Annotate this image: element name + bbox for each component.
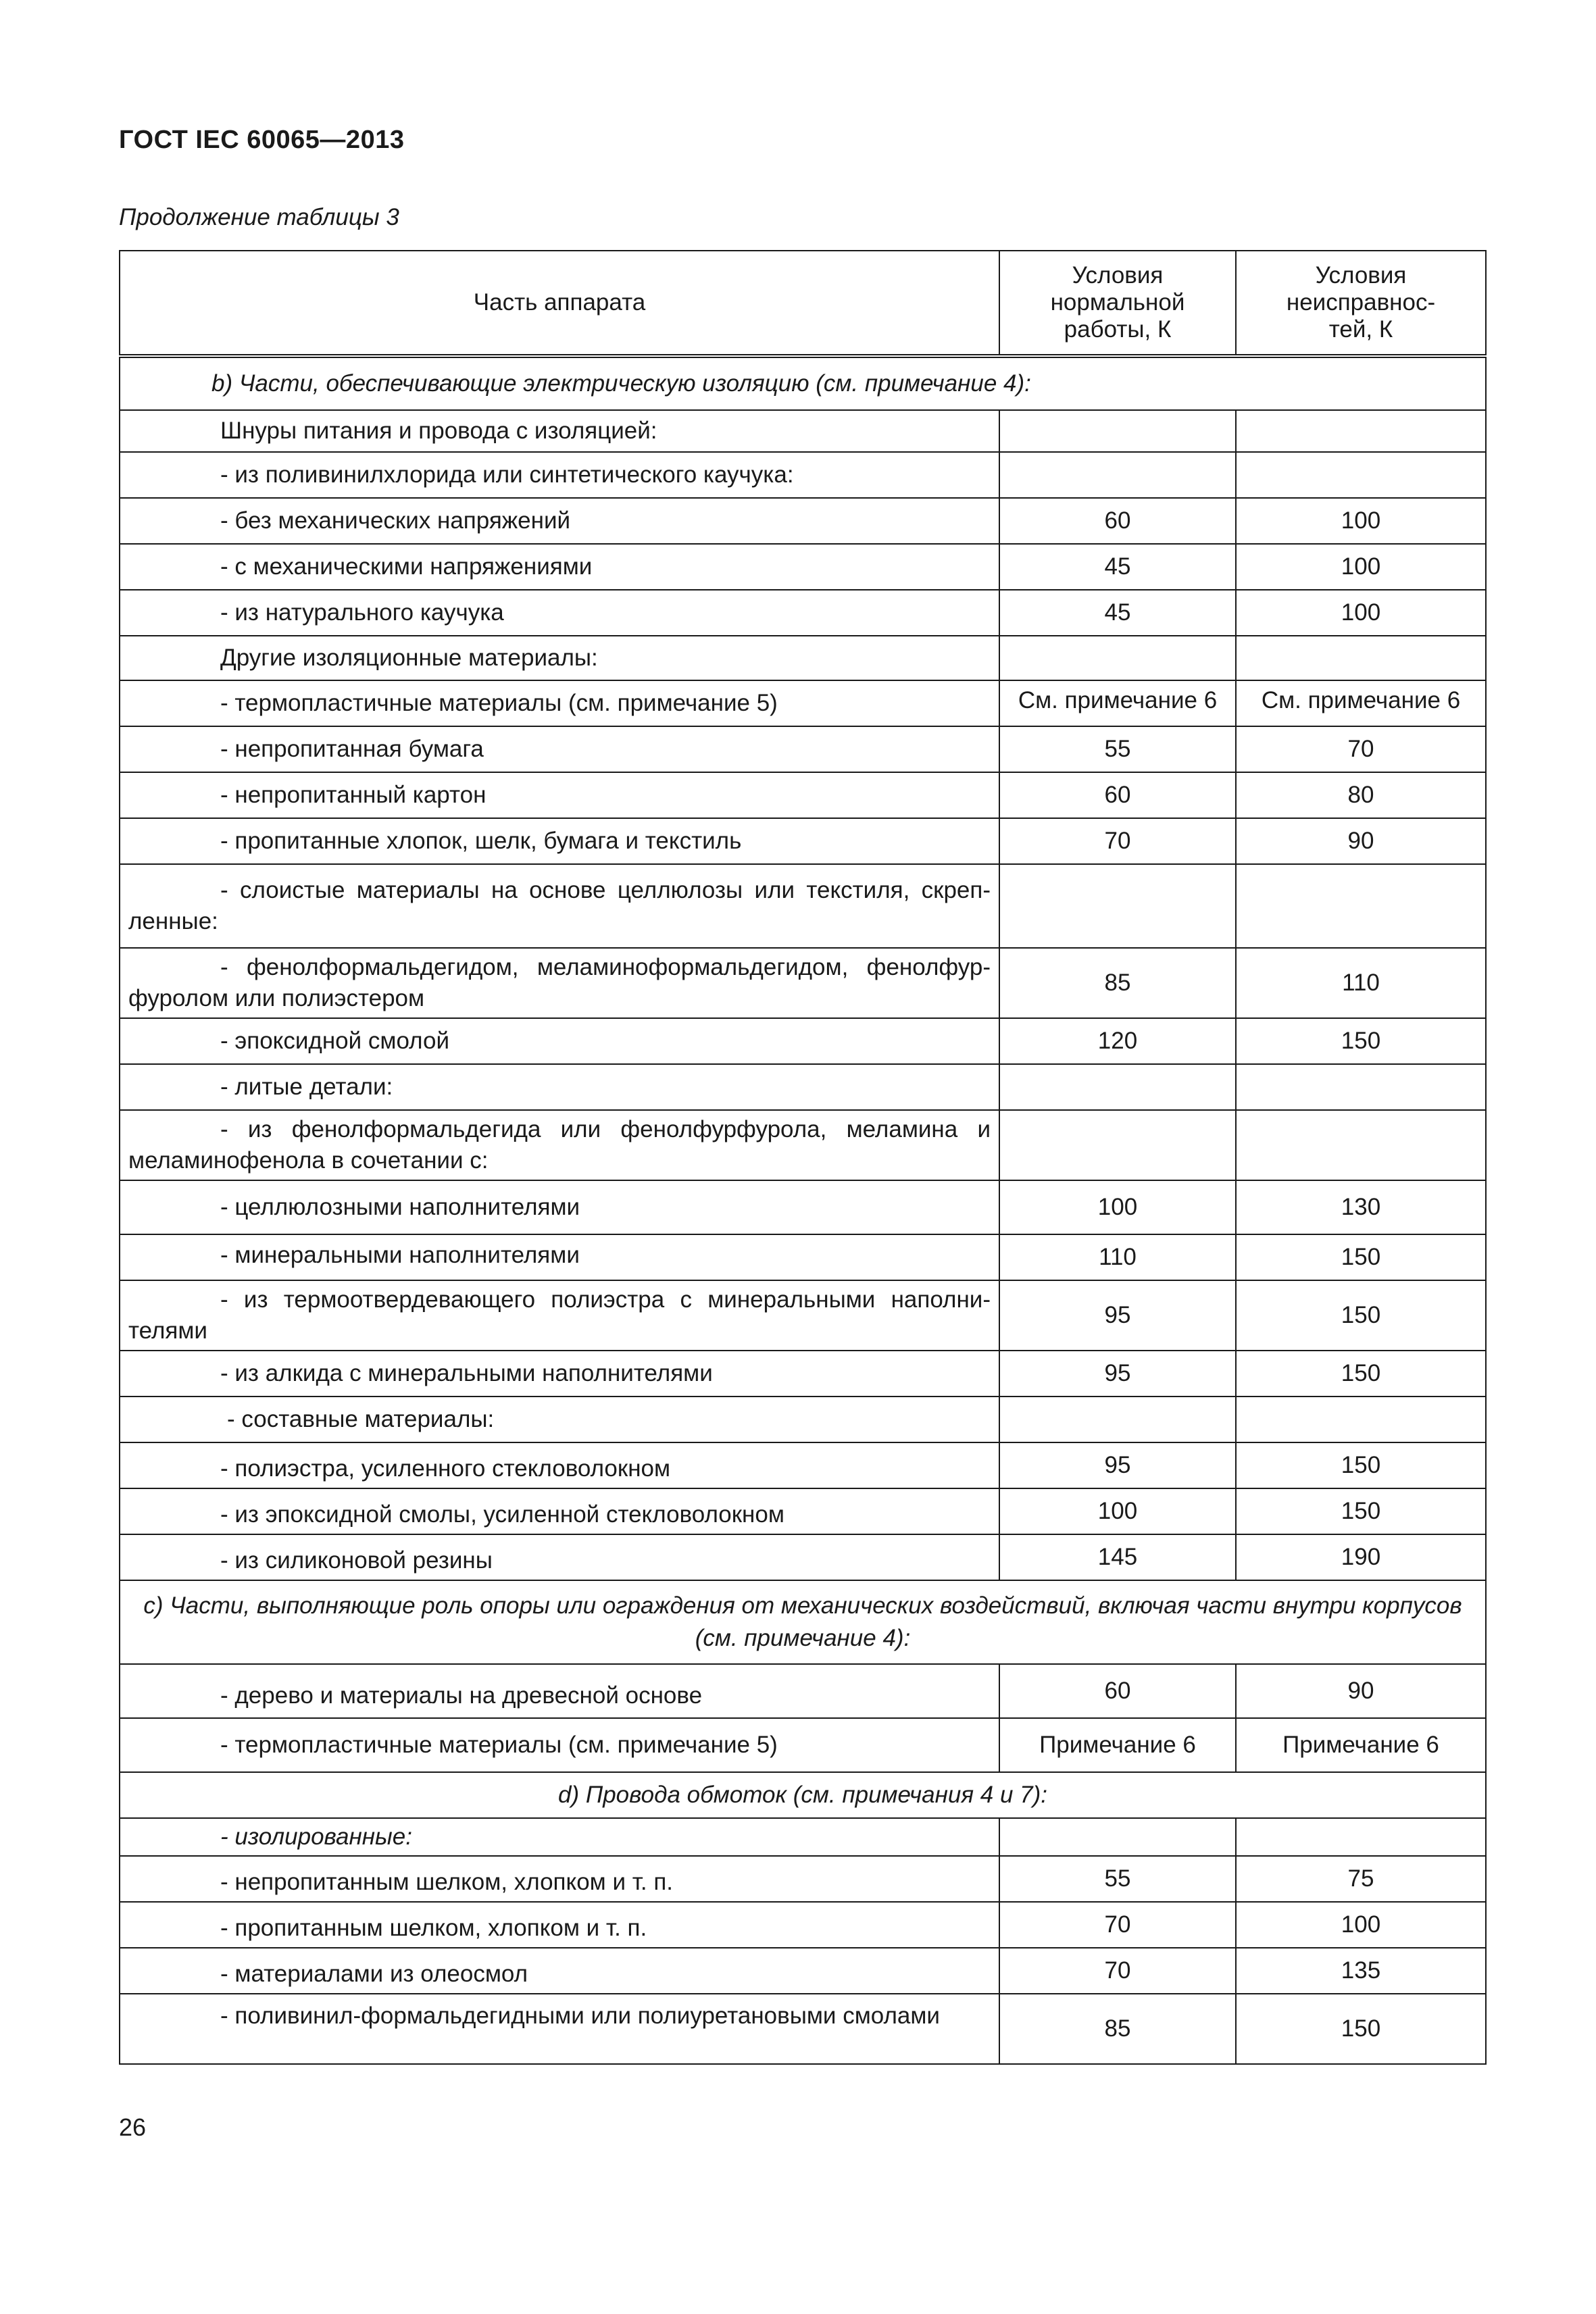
row-part: - целлюлозными наполнителями [120,1180,999,1234]
row-fault [1236,636,1486,680]
table-row [120,948,1486,1018]
row-fault: 100 [1236,544,1486,590]
row-fault: 75 [1236,1856,1486,1902]
row-normal: 95 [999,1442,1236,1488]
row-part: - пропитанные хлопок, шелк, бумага и текстиль [120,818,999,864]
row-normal [999,1064,1236,1110]
table-row [120,772,1486,818]
row-part: - из натурального каучука [120,590,999,636]
table-header-row [120,251,1486,356]
table-row [120,636,1486,680]
row-normal: 45 [999,544,1236,590]
table-row [120,1534,1486,1580]
row-part: - поливинил-формальдегидными или полиуретановыми смолами [120,1994,999,2064]
row-normal: 100 [999,1180,1236,1234]
row-fault: 130 [1236,1180,1486,1234]
table-row [120,544,1486,590]
row-fault: 90 [1236,1664,1486,1718]
row-normal: 95 [999,1351,1236,1397]
row-normal: 120 [999,1018,1236,1064]
table-row [120,498,1486,544]
table-row [120,1280,1486,1351]
row-part: - из термоотвердевающего полиэстра с минеральными наполни-телями [120,1280,999,1351]
row-normal [999,452,1236,498]
row-fault: 100 [1236,590,1486,636]
table-row [120,1948,1486,1994]
table-row [120,864,1486,948]
row-fault [1236,1110,1486,1180]
table-row [120,410,1486,452]
table-caption: Продолжение таблицы 3 [119,204,399,230]
row-normal: 60 [999,498,1236,544]
document-code: ГОСТ IEC 60065—2013 [119,126,405,154]
table-row [120,1818,1486,1856]
table-row [120,1994,1486,2064]
header-fault-line: Условия [1315,262,1407,288]
row-normal: 70 [999,1902,1236,1948]
table-row [120,452,1486,498]
header-fault [1236,251,1486,356]
row-normal: 85 [999,948,1236,1018]
page-number: 26 [119,2113,147,2141]
row-part: - из алкида с минеральными наполнителями [120,1351,999,1397]
table-row [120,1488,1486,1534]
row-part: - термопластичные материалы (см. примечание 5) [120,1718,999,1772]
row-normal: См. примечание 6 [999,680,1236,726]
table-row [120,1902,1486,1948]
row-fault [1236,452,1486,498]
row-normal [999,1397,1236,1442]
row-fault: 110 [1236,948,1486,1018]
row-normal: 95 [999,1280,1236,1351]
row-fault [1236,1818,1486,1856]
row-part: - пропитанным шелком, хлопком и т. п. [120,1902,999,1948]
row-part: - с механическими напряжениями [120,544,999,590]
row-normal [999,636,1236,680]
table-row [120,1064,1486,1110]
row-part: - термопластичные материалы (см. примечание 5) [120,680,999,726]
row-normal [999,1818,1236,1856]
row-fault: 190 [1236,1534,1486,1580]
row-normal [999,1110,1236,1180]
table-row [120,1664,1486,1718]
table-row [120,1397,1486,1442]
header-fault-line: тей, К [1328,316,1393,343]
row-part: - фенолформальдегидом, меламиноформальдегидом, фенолфур-фуролом или полиэстером [120,948,999,1018]
row-part: - из поливинилхлорида или синтетического каучука: [120,452,999,498]
row-part: - изолированные: [120,1818,999,1856]
row-part: - без механических напряжений [120,498,999,544]
row-normal: 55 [999,726,1236,772]
row-part: - полиэстра, усиленного стекловолокном [120,1442,999,1488]
table-row [120,818,1486,864]
row-fault: 150 [1236,1234,1486,1280]
row-normal: 45 [999,590,1236,636]
table-row [120,1018,1486,1064]
row-normal: 70 [999,1948,1236,1994]
row-normal: 55 [999,1856,1236,1902]
row-fault: Примечание 6 [1236,1718,1486,1772]
section-row [120,1580,1486,1664]
row-part: - дерево и материалы на древесной основе [120,1664,999,1718]
row-part: - составные материалы: [120,1397,999,1442]
row-fault: 90 [1236,818,1486,864]
header-normal-line: нормальной [1050,289,1185,316]
row-normal: 100 [999,1488,1236,1534]
row-fault [1236,410,1486,452]
section-d-title: d) Провода обмоток (см. примечания 4 и 7): [120,1772,1486,1818]
row-fault: 135 [1236,1948,1486,1994]
row-part: Шнуры питания и провода с изоляцией: [120,410,999,452]
row-fault [1236,864,1486,948]
section-row [120,1772,1486,1818]
row-part: - непропитанным шелком, хлопком и т. п. [120,1856,999,1902]
row-part: - из эпоксидной смолы, усиленной стекловолокном [120,1488,999,1534]
temperature-rise-table [119,250,1487,2065]
header-part: Часть аппарата [120,251,999,356]
row-fault: 80 [1236,772,1486,818]
row-fault: 150 [1236,1351,1486,1397]
row-part: - непропитанный картон [120,772,999,818]
table-row [120,1110,1486,1180]
row-part: - эпоксидной смолой [120,1018,999,1064]
section-row [120,356,1486,410]
row-normal: 70 [999,818,1236,864]
row-part: - литые детали: [120,1064,999,1110]
row-fault [1236,1397,1486,1442]
row-normal [999,410,1236,452]
table-row [120,590,1486,636]
row-fault: 150 [1236,1488,1486,1534]
table-row [120,680,1486,726]
table-row [120,1180,1486,1234]
row-part: - из фенолформальдегида или фенолфурфурола, меламина и меламинофенола в сочетании с: [120,1110,999,1180]
row-part: - из силиконовой резины [120,1534,999,1580]
section-c-title: c) Части, выполняющие роль опоры или ограждения от механических воздействий, включая части внутри корпусов (см. примечание 4): [120,1580,1486,1664]
row-fault: 150 [1236,1280,1486,1351]
row-fault: 150 [1236,1018,1486,1064]
header-fault-line: неисправнос- [1286,289,1436,316]
table-row [120,1442,1486,1488]
row-fault: 150 [1236,1994,1486,2064]
row-fault: 100 [1236,498,1486,544]
row-normal: Примечание 6 [999,1718,1236,1772]
table-row [120,1856,1486,1902]
header-normal [999,251,1236,356]
section-b-title: b) Части, обеспечивающие электрическую изоляцию (см. примечание 4): [120,356,1486,410]
row-fault: 100 [1236,1902,1486,1948]
row-part: - материалами из олеосмол [120,1948,999,1994]
row-normal [999,864,1236,948]
row-normal: 145 [999,1534,1236,1580]
table-row [120,726,1486,772]
row-part: - слоистые материалы на основе целлюлозы или текстиля, скреп-ленные: [120,864,999,948]
row-normal: 60 [999,1664,1236,1718]
header-normal-line: работы, К [1064,316,1172,343]
row-part: Другие изоляционные материалы: [120,636,999,680]
row-normal: 85 [999,1994,1236,2064]
row-normal: 110 [999,1234,1236,1280]
row-part: - непропитанная бумага [120,726,999,772]
row-fault: 70 [1236,726,1486,772]
row-fault: 150 [1236,1442,1486,1488]
row-fault: См. примечание 6 [1236,680,1486,726]
header-normal-line: Условия [1072,262,1164,288]
row-fault [1236,1064,1486,1110]
row-normal: 60 [999,772,1236,818]
table-row [120,1718,1486,1772]
row-part: - минеральными наполнителями [120,1234,999,1280]
table-row [120,1351,1486,1397]
table-row [120,1234,1486,1280]
